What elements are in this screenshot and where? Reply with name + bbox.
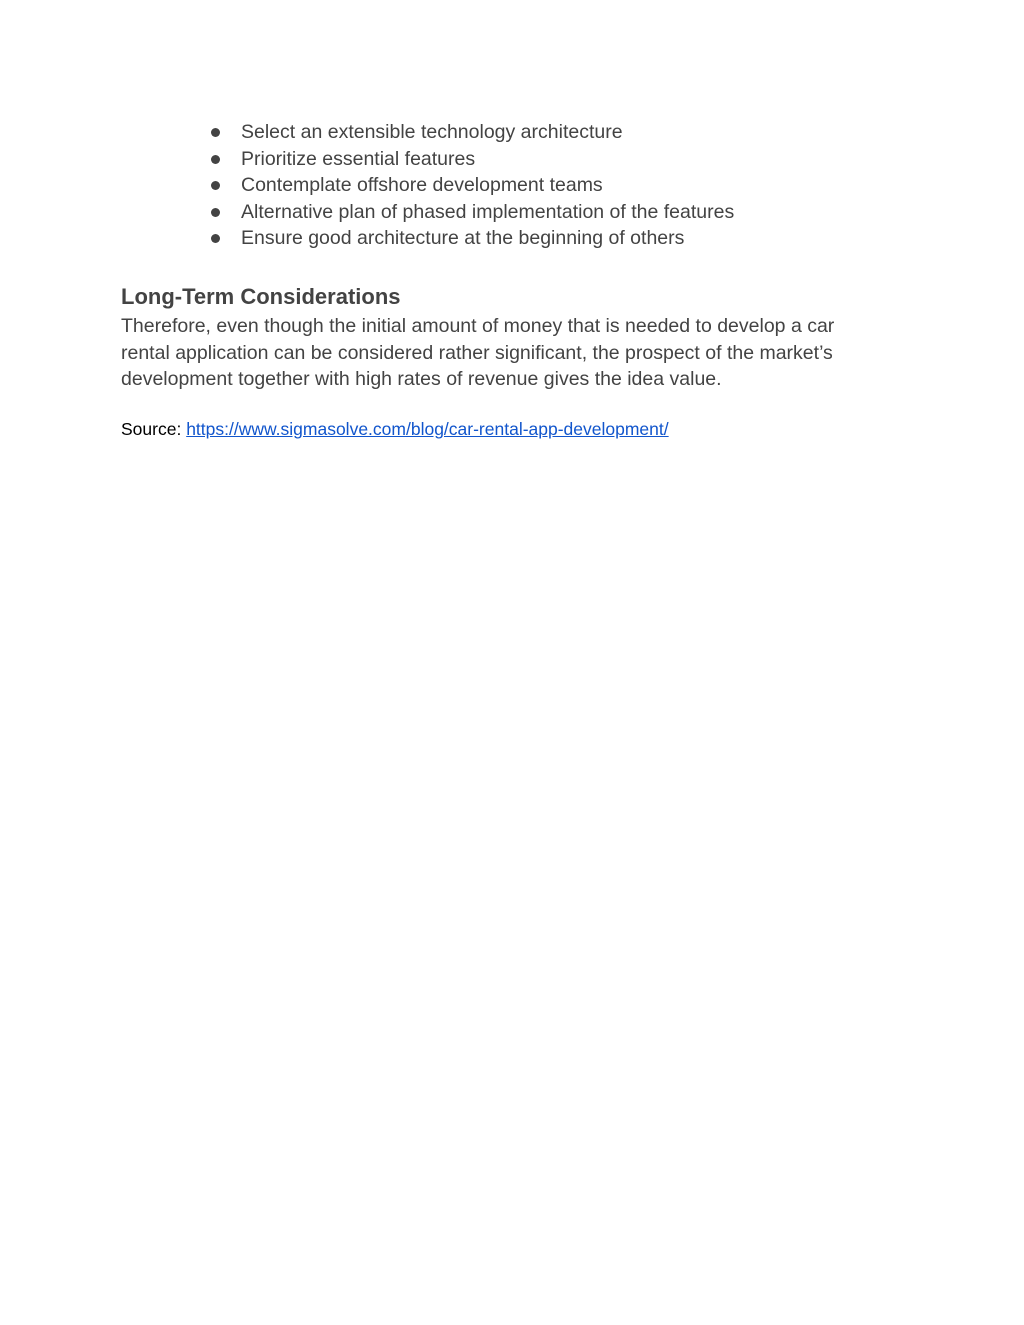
source-line <box>121 417 669 441</box>
source-link[interactable]: https://www.sigmasolve.com/blog/car-rental-app-development/ <box>186 419 669 439</box>
source-label: Source: <box>121 419 182 439</box>
bullet-icon <box>211 128 220 137</box>
bullet-icon <box>211 208 220 217</box>
bullet-icon <box>211 155 220 164</box>
bullet-text: Prioritize essential features <box>241 147 476 170</box>
bullet-text: Ensure good architecture at the beginning of others <box>241 227 685 250</box>
bullet-text: Select an extensible technology architecture <box>241 121 623 143</box>
bullet-icon <box>211 234 220 243</box>
bullet-text: Contemplate offshore development teams <box>241 174 603 197</box>
section-heading: Long-Term Considerations <box>121 284 401 309</box>
section-paragraph: Therefore, even though the initial amount of money that is needed to develop a car rental application can be considered rather significant, the prospect of the market’s development together with high rates of revenue gives the idea value. <box>121 315 835 391</box>
bullet-icon <box>211 181 220 190</box>
bullet-text: Alternative plan of phased implementation of the features <box>241 200 735 223</box>
